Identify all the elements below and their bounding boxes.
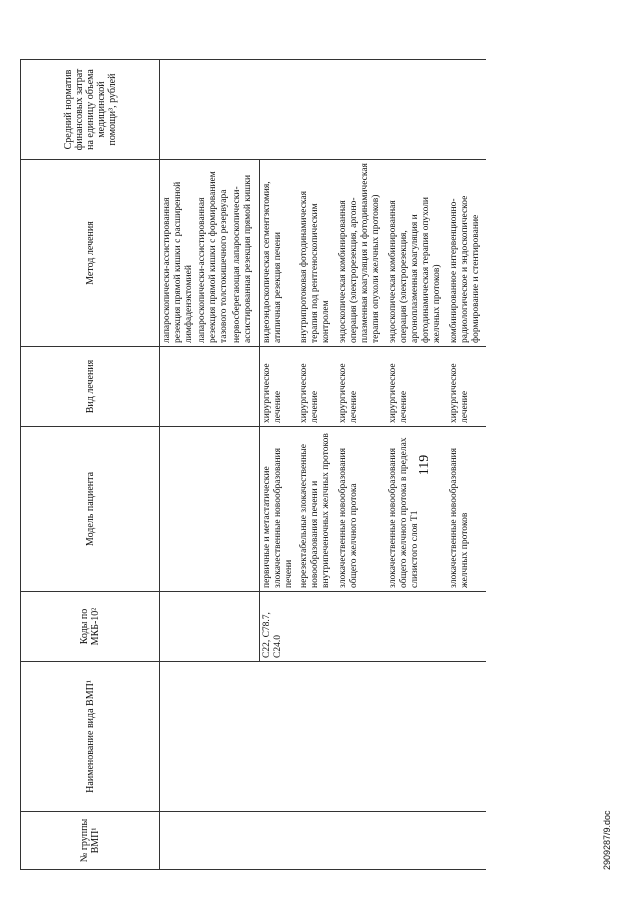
header-group-number: № группы ВМП¹ <box>21 812 160 870</box>
method-item: внутрипротоковая фотодинамическая терапия под рентгеноскопическим контролем <box>299 191 331 343</box>
cell-kind: хирургическое лечение <box>447 347 486 427</box>
cell-vmp-name <box>160 662 260 812</box>
cell-cost <box>160 60 260 160</box>
cell-method <box>447 160 486 347</box>
method-item: видеоэндоскопическая сегментэктомия, атипичная резекция печени <box>262 181 283 343</box>
cell-group <box>160 812 260 870</box>
cell-group <box>336 812 386 870</box>
method-item: лапароскопически-ассистированная резекция прямой кишки с расширенной лимфаденэктомией <box>162 181 194 343</box>
cell-cost <box>336 60 386 160</box>
cell-model: нерезектабельные злокачественные новообразования печени и внутрипеченочных желчных протоков <box>297 427 336 592</box>
cell-method <box>336 160 386 347</box>
method-item: комбинированное интервенционно-радиологическое и эндоскопическое формирование и стентирование <box>449 195 481 343</box>
cell-kind: хирургическое лечение <box>297 347 336 427</box>
header-treatment-method: Метод лечения <box>21 160 160 347</box>
cell-group <box>447 812 486 870</box>
cell-cost <box>260 60 298 160</box>
cell-code <box>160 592 260 662</box>
cell-method <box>260 160 298 347</box>
table-row <box>297 60 336 870</box>
cell-cost <box>297 60 336 160</box>
page-number: 119 <box>417 454 432 476</box>
cell-group <box>260 812 298 870</box>
cell-code <box>336 592 386 662</box>
header-treatment-kind: Вид лечения <box>21 347 160 427</box>
cell-method <box>160 160 260 347</box>
cell-code <box>447 592 486 662</box>
cell-code: C22, C78.7, C24.0 <box>260 592 298 662</box>
cell-kind <box>160 347 260 427</box>
cell-model <box>160 427 260 592</box>
cell-cost <box>447 60 486 160</box>
header-vmp-name: Наименование вида ВМП¹ <box>21 662 160 812</box>
cell-kind: хирургическое лечение <box>386 347 447 427</box>
cell-vmp-name <box>297 662 336 812</box>
cell-model: злокачественные новообразования общего желчного протока в пределах слизистого слоя T1 <box>386 427 447 592</box>
method-item: эндоскопическая комбинированная операция (электрорезекция, аргоно-плазменная коагуляция и фотодинамическая терапия опухоли желчных протоков) <box>338 163 381 343</box>
document-filename: 2909287/9.doc <box>602 810 612 870</box>
header-cost: Средний норматив финансовых затрат на единицу объема медицинской помощи³, рублей <box>21 60 160 160</box>
cell-vmp-name <box>447 662 486 812</box>
table-row <box>260 60 298 870</box>
method-item: эндоскопическая комбинированная операция (электрорезекция, аргоноплазменная коагуляция и фотодинамическая терапия опухоли желчных протоков) <box>388 196 442 343</box>
cell-model: злокачественные новообразования общего желчного протока <box>336 427 386 592</box>
method-item: нервосберегающая лапароскопически-ассистированная резекция прямой кишки <box>232 174 253 343</box>
header-patient-model: Модель пациента <box>21 427 160 592</box>
cell-vmp-name <box>336 662 386 812</box>
cell-kind: хирургическое лечение <box>260 347 298 427</box>
table-row <box>160 60 260 870</box>
cell-group <box>297 812 336 870</box>
cell-kind: хирургическое лечение <box>336 347 386 427</box>
cell-model: первичные и метастатические злокачественные новообразования печени <box>260 427 298 592</box>
table-row <box>336 60 386 870</box>
method-item: лапароскопически-ассистированная резекция прямой кишки с формированием тазового толстокишечного резервуара <box>197 171 229 343</box>
table-row <box>447 60 486 870</box>
cell-code <box>297 592 336 662</box>
header-icd-codes: Коды по МКБ-10² <box>21 592 160 662</box>
table-header-row <box>21 60 160 870</box>
rotated-page <box>20 60 620 870</box>
cell-model: злокачественные новообразования желчных протоков <box>447 427 486 592</box>
cell-vmp-name <box>260 662 298 812</box>
cell-method <box>297 160 336 347</box>
